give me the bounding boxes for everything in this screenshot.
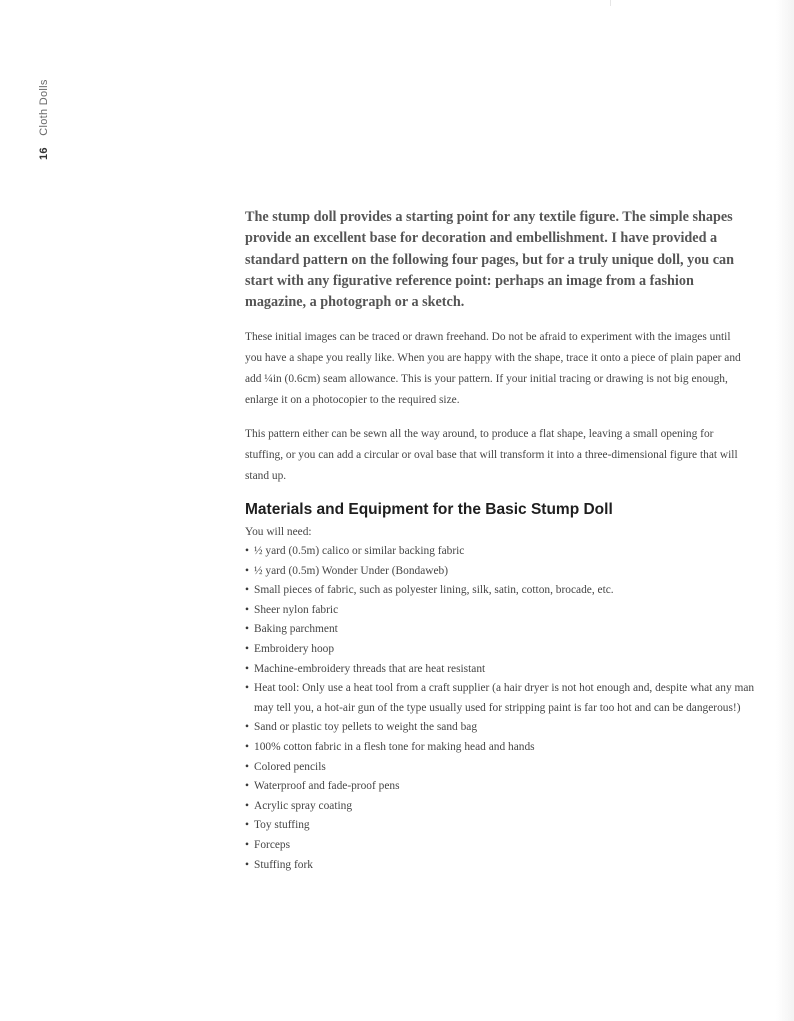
list-item: • Toy stuffing xyxy=(245,816,770,836)
list-item: • Sand or plastic toy pellets to weight the sand bag xyxy=(245,718,770,738)
list-item: • Small pieces of fabric, such as polyester lining, silk, satin, cotton, brocade, etc. xyxy=(245,581,770,601)
list-item: • Stuffing fork xyxy=(245,856,770,876)
list-item: • Sheer nylon fabric xyxy=(245,601,770,621)
list-item: • Embroidery hoop xyxy=(245,640,770,660)
list-item: • Waterproof and fade-proof pens xyxy=(245,777,770,797)
list-item: • Heat tool: Only use a heat tool from a craft supplier (a hair dryer is not hot enough and, despite what any man may tell you, a hot-air gun of the type usually used for stripping paint is far too hot and can be dangerous!) xyxy=(245,679,770,718)
list-item: • Baking parchment xyxy=(245,620,770,640)
list-item: • ½ yard (0.5m) calico or similar backing fabric xyxy=(245,542,770,562)
scan-artifact xyxy=(610,0,611,6)
page-number: 16 xyxy=(38,147,50,160)
materials-list xyxy=(245,542,770,875)
running-head xyxy=(38,79,50,160)
list-item: • 100% cotton fabric in a flesh tone for making head and hands xyxy=(245,738,770,758)
list-item: • Acrylic spray coating xyxy=(245,797,770,817)
scan-edge-shadow xyxy=(776,0,794,1021)
list-item: • ½ yard (0.5m) Wonder Under (Bondaweb) xyxy=(245,562,770,582)
materials-lead-in: You will need: xyxy=(245,526,312,538)
intro-paragraph: The stump doll provides a starting point for any textile figure. The simple shapes provide an excellent base for decoration and embellishment. I have provided a standard pattern on the following four pages, but for a truly unique doll, you can start with any figurative reference point: perhaps an image from a fashion magazine, a photograph or a sketch. xyxy=(245,209,735,311)
running-head-title: Cloth Dolls xyxy=(38,79,50,136)
body-paragraph-sewing: This pattern either can be sewn all the way around, to produce a flat shape, leaving a small opening for stuffing, or you can add a circular or oval base that will transform it into a three-dimensional figure that will stand up. xyxy=(245,428,738,482)
body-paragraph-tracing: These initial images can be traced or drawn freehand. Do not be afraid to experiment with the images until you have a shape you really like. When you are happy with the shape, trace it onto a piece of plain paper and add ¼in (0.6cm) seam allowance. This is your pattern. If your initial tracing or drawing is not big enough, enlarge it on a photocopier to the required size. xyxy=(245,331,741,406)
list-item: • Colored pencils xyxy=(245,758,770,778)
list-item: • Machine-embroidery threads that are heat resistant xyxy=(245,660,770,680)
list-item: • Forceps xyxy=(245,836,770,856)
materials-heading: Materials and Equipment for the Basic Stump Doll xyxy=(245,501,613,518)
